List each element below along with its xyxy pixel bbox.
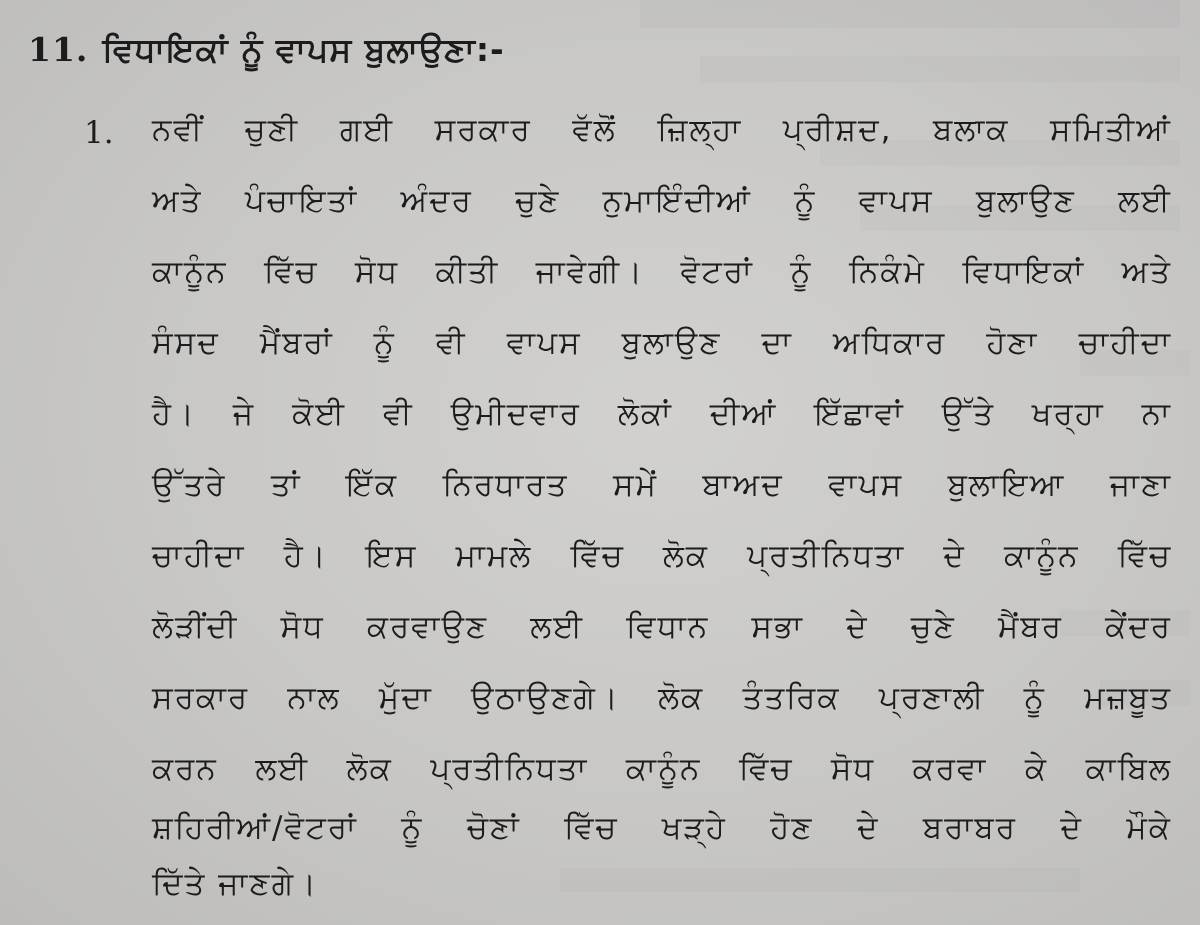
bleed-through-texture — [640, 0, 1180, 28]
bleed-through-texture — [700, 56, 1180, 82]
section-heading — [28, 30, 505, 70]
paragraph-line: ਕਾਨੂੰਨ ਵਿੱਚ ਸੋਧ ਕੀਤੀ ਜਾਵੇਗੀ। ਵੋਟਰਾਂ ਨੂੰ ਨਿਕੰਮੇ ਵਿਧਾਇਕਾਂ ਅਤੇ — [152, 254, 1172, 290]
section-title: ਵਿਧਾਇਕਾਂ ਨੂੰ ਵਾਪਸ ਬੁਲਾਉਣਾ:- — [102, 30, 505, 69]
paragraph-line: ਸਰਕਾਰ ਨਾਲ ਮੁੱਦਾ ਉਠਾਉਣਗੇ। ਲੋਕ ਤੰਤਰਿਕ ਪ੍ਰਣਾਲੀ ਨੂੰ ਮਜ਼ਬੂਤ — [152, 680, 1172, 716]
paragraph-line: ਚਾਹੀਦਾ ਹੈ। ਇਸ ਮਾਮਲੇ ਵਿੱਚ ਲੋਕ ਪ੍ਰਤੀਨਿਧਤਾ ਦੇ ਕਾਨੂੰਨ ਵਿੱਚ — [152, 538, 1172, 574]
paragraph-line: ਨਵੀਂ ਚੁਣੀ ਗਈ ਸਰਕਾਰ ਵੱਲੋਂ ਜ਼ਿਲ੍ਹਾ ਪ੍ਰੀਸ਼ਦ, ਬਲਾਕ ਸਮਿਤੀਆਂ — [152, 112, 1172, 148]
paragraph-line: ਲੋੜੀਂਦੀ ਸੋਧ ਕਰਵਾਉਣ ਲਈ ਵਿਧਾਨ ਸਭਾ ਦੇ ਚੁਣੇ ਮੈਂਬਰ ਕੇਂਦਰ — [152, 609, 1172, 645]
paragraph-line: ਸ਼ਹਿਰੀਆਂ/ਵੋਟਰਾਂ ਨੂੰ ਚੋਣਾਂ ਵਿੱਚ ਖੜ੍ਹੇ ਹੋਣ ਦੇ ਬਰਾਬਰ ਦੇ ਮੌਕੇ — [152, 810, 1172, 846]
paragraph-line: ਸੰਸਦ ਮੈਂਬਰਾਂ ਨੂੰ ਵੀ ਵਾਪਸ ਬੁਲਾਉਣ ਦਾ ਅਧਿਕਾਰ ਹੋਣਾ ਚਾਹੀਦਾ — [152, 325, 1172, 361]
paragraph-line: ਹੈ। ਜੇ ਕੋਈ ਵੀ ਉਮੀਦਵਾਰ ਲੋਕਾਂ ਦੀਆਂ ਇੱਛਾਵਾਂ ਉੱਤੇ ਖਰ੍ਹਾ ਨਾ — [152, 396, 1172, 432]
paragraph-line: ਕਰਨ ਲਈ ਲੋਕ ਪ੍ਰਤੀਨਿਧਤਾ ਕਾਨੂੰਨ ਵਿੱਚ ਸੋਧ ਕਰਵਾ ਕੇ ਕਾਬਿਲ — [152, 751, 1172, 787]
paragraph-line: ਦਿੱਤੇ ਜਾਣਗੇ। — [152, 866, 318, 902]
list-item-number: 1. — [84, 115, 114, 151]
section-number: 11. — [28, 30, 89, 69]
paragraph-line: ਅਤੇ ਪੰਚਾਇਤਾਂ ਅੰਦਰ ਚੁਣੇ ਨੁਮਾਇੰਦੀਆਂ ਨੂੰ ਵਾਪਸ ਬੁਲਾਉਣ ਲਈ — [152, 183, 1172, 219]
paragraph-line: ਉੱਤਰੇ ਤਾਂ ਇੱਕ ਨਿਰਧਾਰਤ ਸਮੇਂ ਬਾਅਦ ਵਾਪਸ ਬੁਲਾਇਆ ਜਾਣਾ — [152, 467, 1172, 503]
